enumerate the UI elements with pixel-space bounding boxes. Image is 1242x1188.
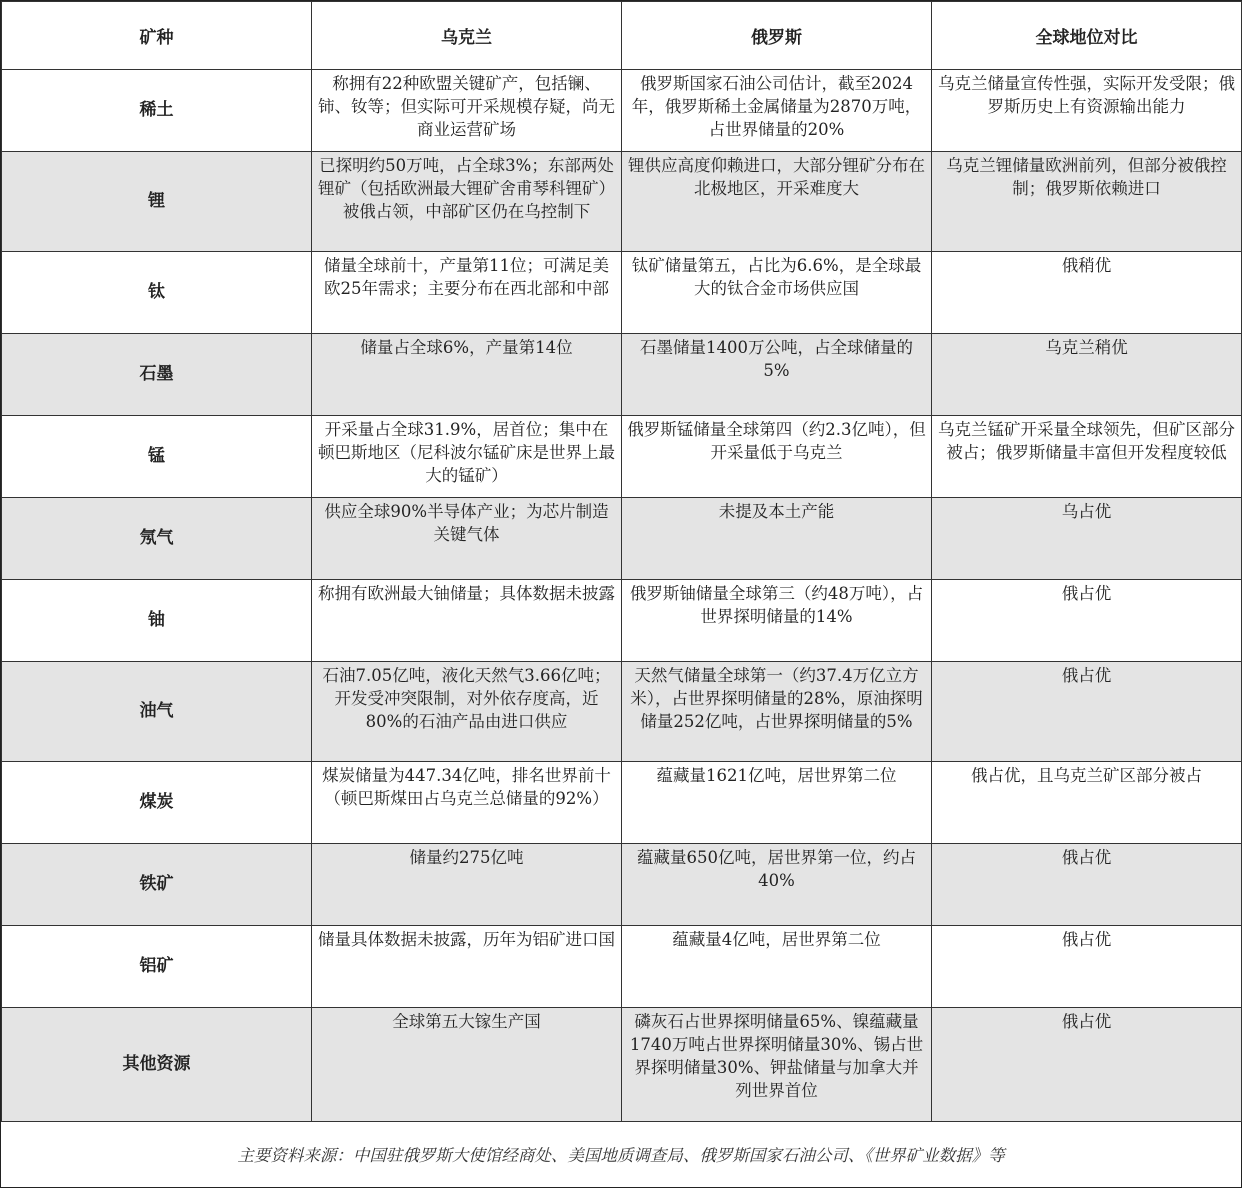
russia-cell: 俄罗斯国家石油公司估计，截至2024年，俄罗斯稀土金属储量为2870万吨，占世界储量的20%: [622, 70, 932, 152]
table-body: [2, 70, 1242, 1122]
russia-cell: 蕴藏量1621亿吨，居世界第二位: [622, 762, 932, 844]
russia-cell: 天然气储量全球第一（约37.4万亿立方米），占世界探明储量的28%，原油探明储量252亿吨，占世界探明储量的5%: [622, 662, 932, 762]
ukraine-cell: 全球第五大镓生产国: [312, 1008, 622, 1122]
mineral-cell: 石墨: [2, 334, 312, 416]
ukraine-cell: 储量占全球6%，产量第14位: [312, 334, 622, 416]
mineral-cell: 铀: [2, 580, 312, 662]
table-row: [2, 926, 1242, 1008]
global-cell: 俄占优: [932, 844, 1242, 926]
global-cell: 乌克兰储量宣传性强，实际开发受限；俄罗斯历史上有资源输出能力: [932, 70, 1242, 152]
header-global-comparison: 全球地位对比: [932, 2, 1242, 70]
global-cell: 俄占优: [932, 580, 1242, 662]
mineral-cell: 铝矿: [2, 926, 312, 1008]
russia-cell: 俄罗斯锰储量全球第四（约2.3亿吨），但开采量低于乌克兰: [622, 416, 932, 498]
global-cell: 俄稍优: [932, 252, 1242, 334]
russia-cell: 蕴藏量4亿吨，居世界第二位: [622, 926, 932, 1008]
mineral-cell: 锂: [2, 152, 312, 252]
russia-cell: 锂供应高度仰赖进口，大部分锂矿分布在北极地区，开采难度大: [622, 152, 932, 252]
table-row: [2, 416, 1242, 498]
russia-cell: 俄罗斯铀储量全球第三（约48万吨），占世界探明储量的14%: [622, 580, 932, 662]
ukraine-cell: 煤炭储量为447.34亿吨，排名世界前十（顿巴斯煤田占乌克兰总储量的92%）: [312, 762, 622, 844]
ukraine-cell: 称拥有22种欧盟关键矿产，包括镧、铈、钕等；但实际可开采规模存疑，尚无商业运营矿场: [312, 70, 622, 152]
table-row: [2, 1008, 1242, 1122]
table-header: [2, 2, 1242, 70]
ukraine-cell: 供应全球90%半导体产业；为芯片制造关键气体: [312, 498, 622, 580]
header-mineral: 矿种: [2, 2, 312, 70]
table-row: [2, 662, 1242, 762]
russia-cell: 钛矿储量第五，占比为6.6%，是全球最大的钛合金市场供应国: [622, 252, 932, 334]
mineral-cell: 油气: [2, 662, 312, 762]
comparison-table: [1, 1, 1242, 1122]
ukraine-cell: 已探明约50万吨，占全球3%；东部两处锂矿（包括欧洲最大锂矿舍甫琴科锂矿）被俄占领，中部矿区仍在乌控制下: [312, 152, 622, 252]
global-cell: 俄占优: [932, 1008, 1242, 1122]
table-row: [2, 252, 1242, 334]
ukraine-cell: 开采量占全球31.9%，居首位；集中在顿巴斯地区（尼科波尔锰矿床是世界上最大的锰矿）: [312, 416, 622, 498]
table-row: [2, 152, 1242, 252]
table-row: [2, 580, 1242, 662]
global-cell: 乌克兰锰矿开采量全球领先，但矿区部分被占；俄罗斯储量丰富但开发程度较低: [932, 416, 1242, 498]
table-row: [2, 762, 1242, 844]
global-cell: 乌克兰锂储量欧洲前列，但部分被俄控制；俄罗斯依赖进口: [932, 152, 1242, 252]
russia-cell: 磷灰石占世界探明储量65%、镍蕴藏量1740万吨占世界探明储量30%、锡占世界探明储量30%、钾盐储量与加拿大并列世界首位: [622, 1008, 932, 1122]
ukraine-cell: 储量全球前十，产量第11位；可满足美欧25年需求；主要分布在西北部和中部: [312, 252, 622, 334]
global-cell: 俄占优，且乌克兰矿区部分被占: [932, 762, 1242, 844]
mineral-cell: 煤炭: [2, 762, 312, 844]
russia-cell: 石墨储量1400万公吨，占全球储量的5%: [622, 334, 932, 416]
mineral-cell: 钛: [2, 252, 312, 334]
mineral-cell: 稀土: [2, 70, 312, 152]
ukraine-cell: 石油7.05亿吨，液化天然气3.66亿吨；开发受冲突限制，对外依存度高，近80%的石油产品由进口供应: [312, 662, 622, 762]
russia-cell: 蕴藏量650亿吨，居世界第一位，约占40%: [622, 844, 932, 926]
header-ukraine: 乌克兰: [312, 2, 622, 70]
ukraine-cell: 称拥有欧洲最大铀储量；具体数据未披露: [312, 580, 622, 662]
source-note: 主要资料来源：中国驻俄罗斯大使馆经商处、美国地质调查局、俄罗斯国家石油公司、《世界矿业数据》等: [237, 1146, 1005, 1165]
table-row: [2, 70, 1242, 152]
ukraine-cell: 储量具体数据未披露，历年为铝矿进口国: [312, 926, 622, 1008]
table-row: [2, 844, 1242, 926]
global-cell: 乌克兰稍优: [932, 334, 1242, 416]
header-russia: 俄罗斯: [622, 2, 932, 70]
mineral-cell: 锰: [2, 416, 312, 498]
mineral-cell: 铁矿: [2, 844, 312, 926]
mineral-cell: 其他资源: [2, 1008, 312, 1122]
table-row: [2, 498, 1242, 580]
mineral-cell: 氖气: [2, 498, 312, 580]
russia-cell: 未提及本土产能: [622, 498, 932, 580]
table-row: [2, 334, 1242, 416]
global-cell: 俄占优: [932, 926, 1242, 1008]
ukraine-cell: 储量约275亿吨: [312, 844, 622, 926]
global-cell: 俄占优: [932, 662, 1242, 762]
global-cell: 乌占优: [932, 498, 1242, 580]
